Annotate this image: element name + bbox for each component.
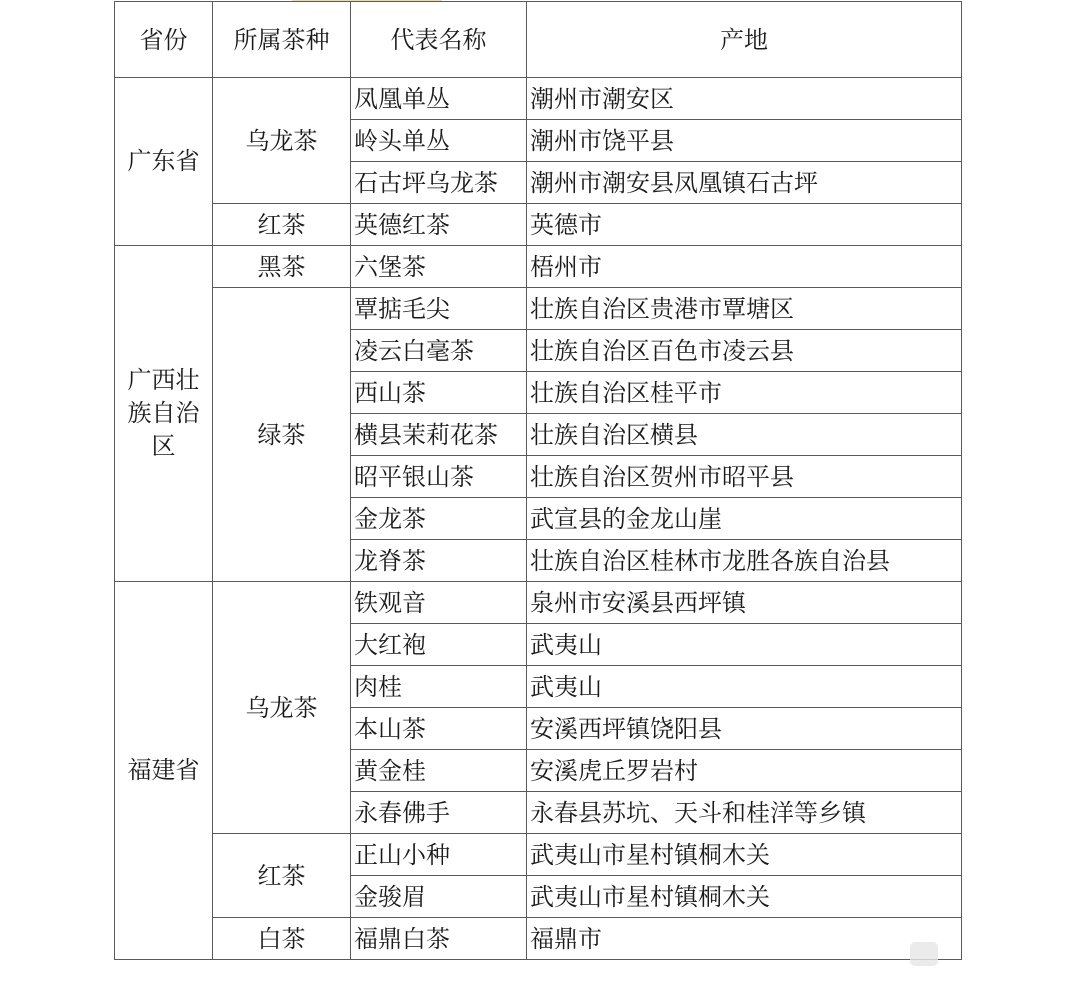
origin-cell: 泉州市安溪县西坪镇 (527, 582, 962, 624)
watermark-icon (910, 942, 938, 966)
tea-type-cell: 红茶 (213, 204, 351, 246)
header-origin: 产地 (527, 2, 962, 78)
province-cell: 福建省 (115, 582, 213, 960)
origin-cell: 武宣县的金龙山崖 (527, 498, 962, 540)
tea-name-cell: 英德红茶 (351, 204, 527, 246)
tea-name-cell: 岭头单丛 (351, 120, 527, 162)
origin-cell: 永春县苏坑、天斗和桂洋等乡镇 (527, 792, 962, 834)
tea-type-cell: 红茶 (213, 834, 351, 918)
origin-cell: 潮州市潮安区 (527, 78, 962, 120)
tea-name-cell: 西山茶 (351, 372, 527, 414)
province-cell: 广西壮 族自治 区 (115, 246, 213, 582)
tea-name-cell: 横县茉莉花茶 (351, 414, 527, 456)
tea-origin-table (114, 1, 962, 960)
origin-cell: 壮族自治区桂林市龙胜各族自治县 (527, 540, 962, 582)
tea-name-cell: 凌云白毫茶 (351, 330, 527, 372)
table-row (115, 246, 962, 288)
origin-cell: 梧州市 (527, 246, 962, 288)
tea-name-cell: 正山小种 (351, 834, 527, 876)
origin-cell: 壮族自治区桂平市 (527, 372, 962, 414)
tea-name-cell: 金龙茶 (351, 498, 527, 540)
tea-type-cell: 乌龙茶 (213, 78, 351, 204)
origin-cell: 壮族自治区贵港市覃塘区 (527, 288, 962, 330)
tea-name-cell: 福鼎白茶 (351, 918, 527, 960)
origin-cell: 潮州市潮安县凤凰镇石古坪 (527, 162, 962, 204)
tea-name-cell: 凤凰单丛 (351, 78, 527, 120)
province-cell: 广东省 (115, 78, 213, 246)
tea-name-cell: 本山茶 (351, 708, 527, 750)
origin-cell: 福鼎市 (527, 918, 962, 960)
origin-cell: 武夷山市星村镇桐木关 (527, 876, 962, 918)
tea-name-cell: 大红袍 (351, 624, 527, 666)
table-row (115, 918, 962, 960)
header-tea-type: 所属茶种 (213, 2, 351, 78)
origin-cell: 安溪虎丘罗岩村 (527, 750, 962, 792)
table-row (115, 834, 962, 876)
tea-name-cell: 覃掂毛尖 (351, 288, 527, 330)
tea-type-cell: 乌龙茶 (213, 582, 351, 834)
tea-name-cell: 铁观音 (351, 582, 527, 624)
table-row (115, 288, 962, 330)
origin-cell: 武夷山市星村镇桐木关 (527, 834, 962, 876)
tea-name-cell: 金骏眉 (351, 876, 527, 918)
tea-type-cell: 黑茶 (213, 246, 351, 288)
tea-name-cell: 黄金桂 (351, 750, 527, 792)
tea-name-cell: 龙脊茶 (351, 540, 527, 582)
table-row (115, 582, 962, 624)
table-row (115, 78, 962, 120)
tea-name-cell: 六堡茶 (351, 246, 527, 288)
tea-type-cell: 白茶 (213, 918, 351, 960)
tea-name-cell: 昭平银山茶 (351, 456, 527, 498)
origin-cell: 安溪西坪镇饶阳县 (527, 708, 962, 750)
tea-name-cell: 石古坪乌龙茶 (351, 162, 527, 204)
origin-cell: 武夷山 (527, 666, 962, 708)
table-row (115, 204, 962, 246)
origin-cell: 潮州市饶平县 (527, 120, 962, 162)
header-row (115, 2, 962, 78)
header-tea-name: 代表名称 (351, 2, 527, 78)
header-province: 省份 (115, 2, 213, 78)
tea-type-cell: 绿茶 (213, 288, 351, 582)
origin-cell: 壮族自治区贺州市昭平县 (527, 456, 962, 498)
origin-cell: 武夷山 (527, 624, 962, 666)
tea-name-cell: 肉桂 (351, 666, 527, 708)
origin-cell: 壮族自治区百色市凌云县 (527, 330, 962, 372)
origin-cell: 英德市 (527, 204, 962, 246)
tea-name-cell: 永春佛手 (351, 792, 527, 834)
origin-cell: 壮族自治区横县 (527, 414, 962, 456)
